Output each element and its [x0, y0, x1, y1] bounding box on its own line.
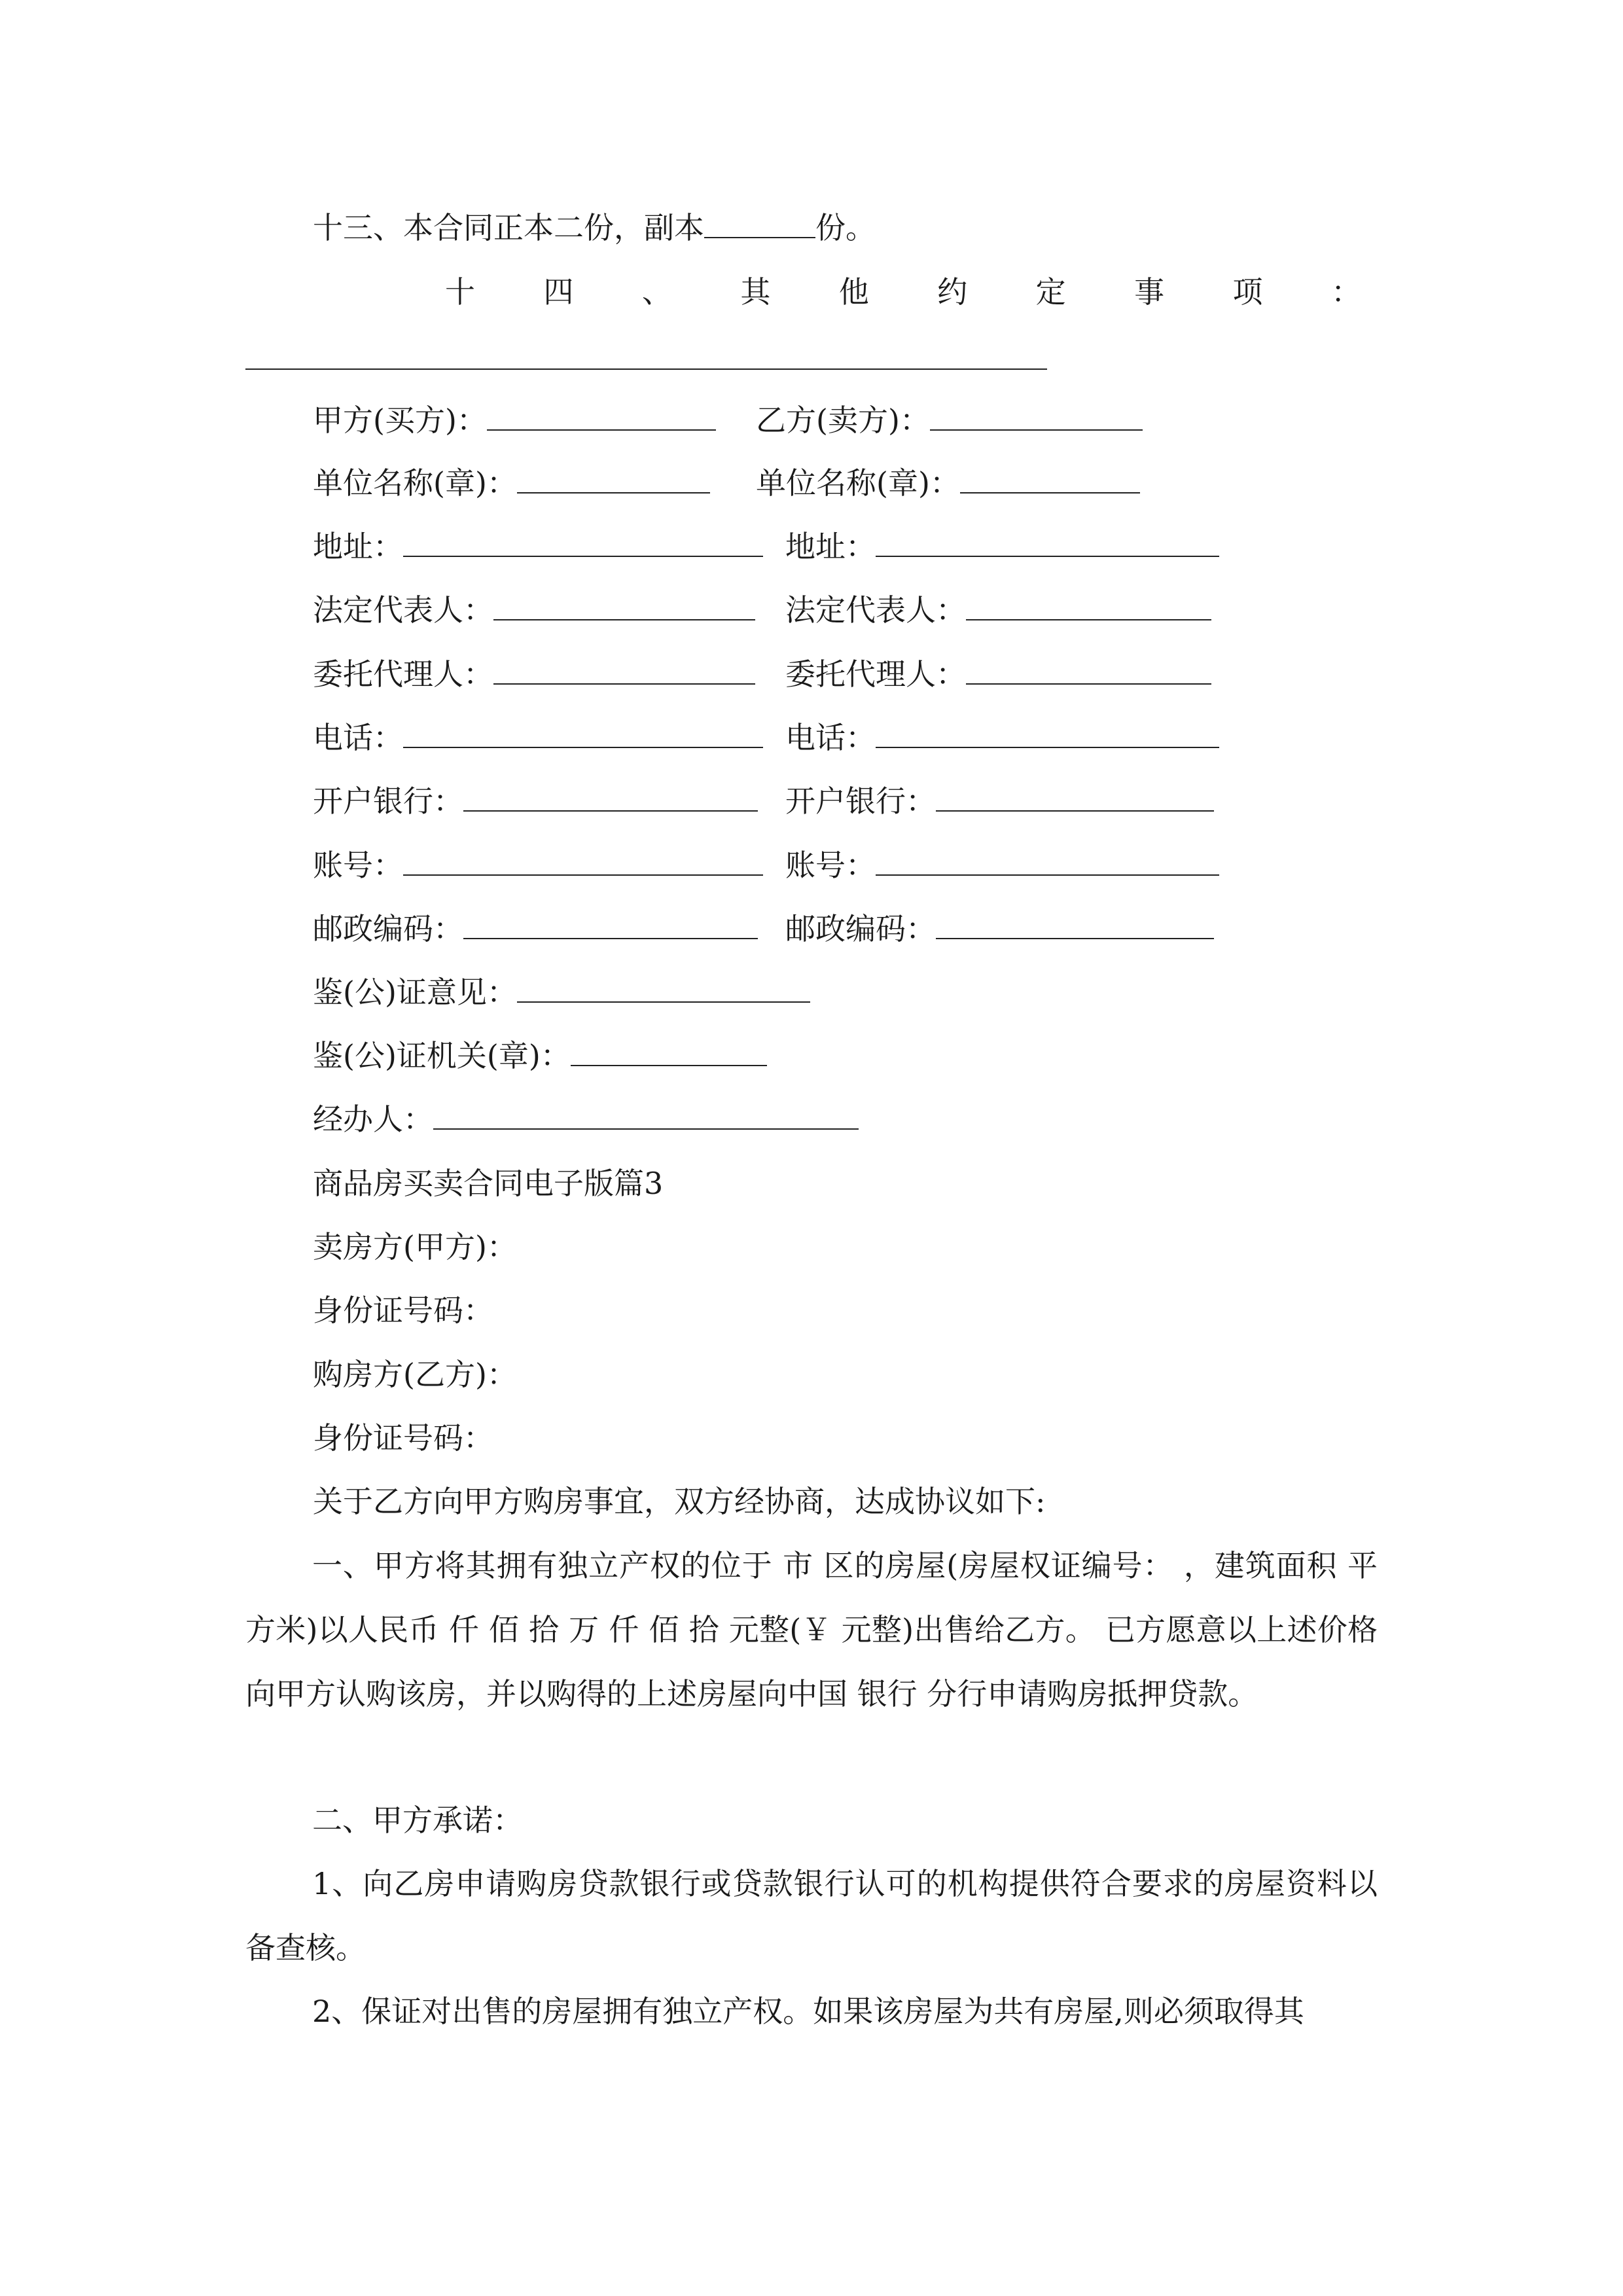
clause-14-char: 定 — [1035, 274, 1066, 310]
field-blank — [403, 527, 763, 557]
clause-2-heading: 二、甲方承诺： — [312, 1803, 523, 1838]
seller-blank — [930, 401, 1143, 431]
clause-14-char: 事 — [1134, 274, 1165, 310]
left-field — [313, 590, 755, 630]
left-field — [313, 781, 758, 821]
agreement-intro: 关于乙方向甲方购房事宜，双方经协商，达成协议如下: — [313, 1484, 1046, 1519]
left-field — [313, 527, 763, 566]
field-blank — [876, 718, 1219, 748]
seller-label: 乙方(卖方)： — [756, 403, 930, 438]
section-title: 商品房买卖合同电子版篇3 — [313, 1166, 664, 1201]
left-field — [313, 655, 755, 694]
right-field — [785, 718, 1219, 757]
field-blank — [463, 781, 758, 812]
clause-1-paragraph: 一、甲方将其拥有独立产权的位于 市 区的房屋(房屋权证编号： ，建筑面积 平方米)以人民币 仟 佰 拾 万 仟 佰 拾 元整(￥ 元整)出售给乙方。 已方愿意以上述价格向甲方认购该房，并以购得的上述房屋向中国 银行 分行申请购房抵押贷款。 — [245, 1548, 1378, 1712]
field-blank — [966, 590, 1211, 620]
field-blank — [966, 655, 1211, 685]
field-label: 邮政编码： — [313, 911, 463, 946]
field-label: 经办人： — [313, 1102, 433, 1137]
right-field — [785, 846, 1219, 885]
field-label: 电话： — [313, 720, 403, 755]
right-field — [785, 527, 1219, 566]
buyer-line: 购房方(乙方)： — [313, 1357, 517, 1392]
clause-14-char: 约 — [937, 274, 968, 310]
copies-blank — [704, 208, 815, 238]
field-label: 电话： — [785, 720, 876, 755]
field-blank — [876, 846, 1219, 876]
right-field — [785, 590, 1211, 630]
field-label: 单位名称(章)： — [313, 465, 517, 501]
field-blank — [433, 1100, 859, 1130]
clause-14-char: 、 — [641, 274, 672, 310]
promise-1-paragraph: 1、向乙房申请购房贷款银行或贷款银行认可的机构提供符合要求的房屋资料以备查核。 — [245, 1866, 1378, 1965]
field-blank — [403, 718, 763, 748]
promise-2-paragraph: 2、保证对出售的房屋拥有独立产权。如果该房屋为共有房屋,则必须取得其 — [312, 1994, 1304, 2029]
notary-opinion — [313, 973, 810, 1012]
field-label: 账号： — [313, 848, 403, 883]
handler — [313, 1100, 859, 1139]
field-blank — [960, 463, 1140, 493]
field-blank — [517, 463, 710, 493]
field-blank — [493, 590, 755, 620]
field-blank — [463, 909, 758, 939]
field-label: 邮政编码： — [785, 911, 936, 946]
buyer-blank — [487, 401, 716, 431]
field-label: 账号： — [785, 848, 876, 883]
seller-line: 卖房方(甲方)： — [313, 1229, 517, 1265]
buyer-id-line: 身份证号码： — [313, 1420, 493, 1456]
clause-13-suffix: 份。 — [815, 210, 876, 245]
clause-13-prefix: 十三、本合同正本二份，副本 — [313, 210, 704, 245]
field-blank — [936, 781, 1214, 812]
field-blank — [493, 655, 755, 685]
field-label: 地址： — [785, 529, 876, 564]
clause-14-heading — [445, 272, 1361, 312]
field-blank — [403, 846, 763, 876]
left-field — [313, 846, 763, 885]
field-label: 委托代理人： — [785, 656, 966, 692]
field-label: 开户银行： — [785, 783, 936, 819]
field-label: 法定代表人： — [313, 592, 493, 628]
field-label: 鉴(公)证机关(章)： — [313, 1038, 571, 1073]
clause-14-char: 四 — [543, 274, 574, 310]
notary-office — [313, 1036, 767, 1075]
left-field — [313, 909, 758, 948]
clause-14-char: 十 — [445, 274, 475, 310]
left-field — [313, 463, 710, 503]
other-terms-blank — [245, 368, 1047, 370]
clause-14-char: 项 — [1232, 274, 1263, 310]
field-blank — [936, 909, 1214, 939]
field-label: 委托代理人： — [313, 656, 493, 692]
right-field — [785, 655, 1211, 694]
field-label: 法定代表人： — [785, 592, 966, 628]
field-blank — [571, 1036, 767, 1066]
field-label: 单位名称(章)： — [756, 465, 960, 501]
field-label: 地址： — [313, 529, 403, 564]
field-blank — [517, 973, 810, 1003]
seller-party — [756, 401, 1143, 440]
buyer-party — [313, 401, 716, 440]
clause-14-char: 他 — [838, 274, 869, 310]
clause-14-char: 其 — [740, 274, 771, 310]
right-field — [785, 781, 1214, 821]
field-label: 开户银行： — [313, 783, 463, 819]
right-field — [785, 909, 1214, 948]
clause-14-char: ： — [1330, 274, 1361, 310]
buyer-label: 甲方(买方)： — [313, 403, 487, 438]
right-field — [756, 463, 1140, 503]
field-label: 鉴(公)证意见： — [313, 975, 517, 1010]
left-field — [313, 718, 763, 757]
clause-13 — [313, 208, 876, 247]
seller-id-line: 身份证号码： — [313, 1293, 493, 1328]
field-blank — [876, 527, 1219, 557]
